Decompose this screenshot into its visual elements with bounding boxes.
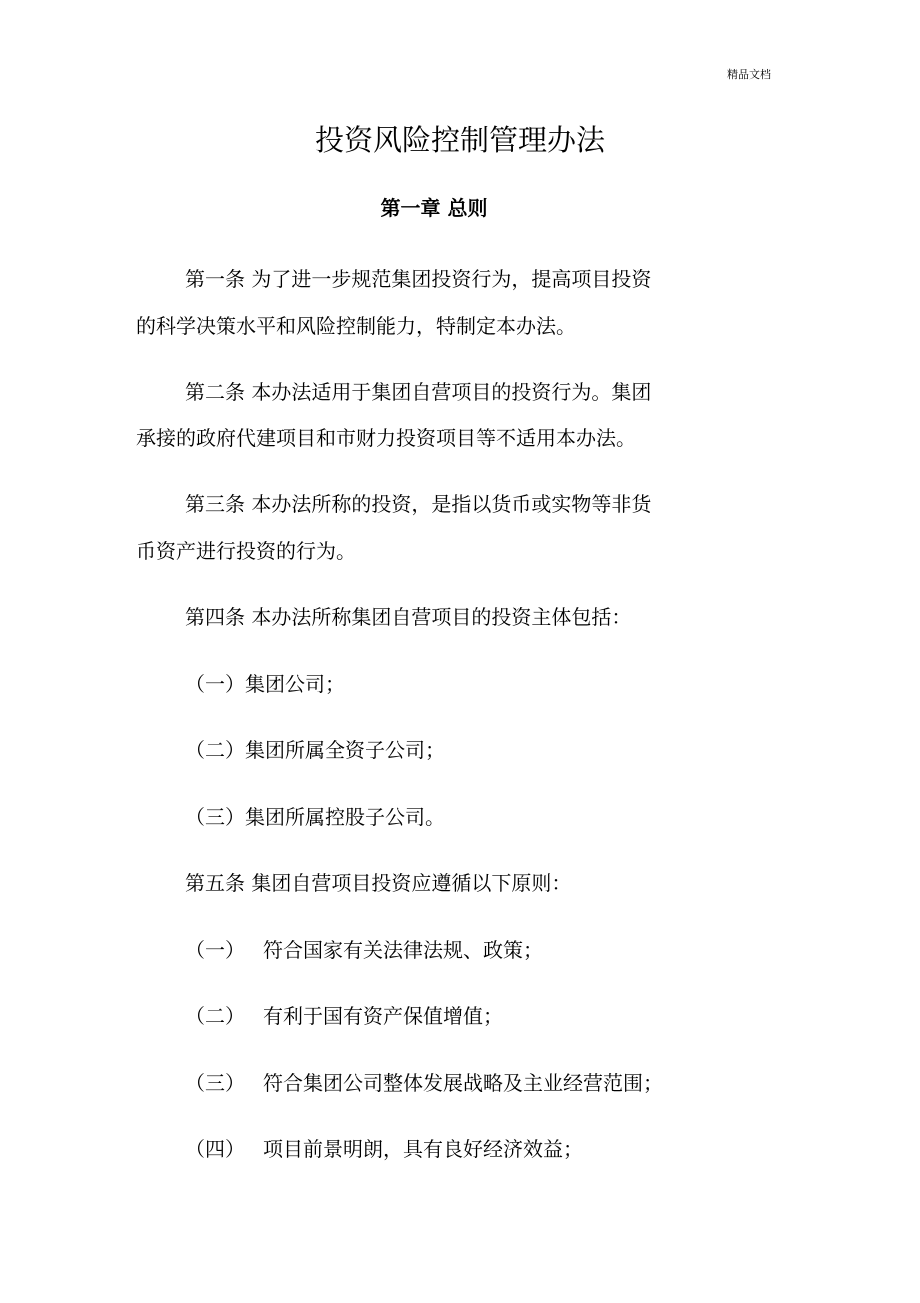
document-title: 投资风险控制管理办法 (314, 123, 605, 157)
header-watermark-text: 精品文档 (727, 68, 771, 81)
article-2-line-1: 第二条 本办法适用于集团自营项目的投资行为。集团 (185, 380, 652, 404)
article-1-line-2: 的科学决策水平和风险控制能力，特制定本办法。 (136, 314, 576, 338)
principle-item (185, 1069, 663, 1097)
principle-number: （四） (185, 1137, 245, 1161)
article-1-line-1: 第一条 为了进一步规范集团投资行为，提高项目投资 (185, 267, 652, 291)
principle-text: 项目前景明朗，具有良好经济效益； (263, 1137, 583, 1161)
article-3-line-1: 第三条 本办法所称的投资，是指以货币或实物等非货 (185, 492, 652, 516)
principle-text: 有利于国有资产保值增值； (263, 1004, 503, 1028)
chapter-heading: 第一章 总则 (380, 196, 488, 220)
article-4-item-1: （一）集团公司； (185, 672, 345, 696)
principle-item (185, 1002, 503, 1030)
principle-number: （一） (185, 938, 245, 962)
principle-text: 符合集团公司整体发展战略及主业经营范围； (263, 1071, 663, 1095)
article-4-item-3: （三）集团所属控股子公司。 (185, 805, 445, 829)
principle-item (185, 1135, 583, 1163)
principle-text: 符合国家有关法律法规、政策； (263, 938, 543, 962)
article-3-line-2: 币资产进行投资的行为。 (136, 539, 356, 563)
article-4-item-2: （二）集团所属全资子公司； (185, 738, 445, 762)
article-5-line-1: 第五条 集团自营项目投资应遵循以下原则： (185, 871, 572, 895)
principle-number: （二） (185, 1004, 245, 1028)
principle-item (185, 936, 543, 964)
article-2-line-2: 承接的政府代建项目和市财力投资项目等不适用本办法。 (136, 426, 636, 450)
principle-number: （三） (185, 1071, 245, 1095)
article-4-line-1: 第四条 本办法所称集团自营项目的投资主体包括： (185, 605, 632, 629)
